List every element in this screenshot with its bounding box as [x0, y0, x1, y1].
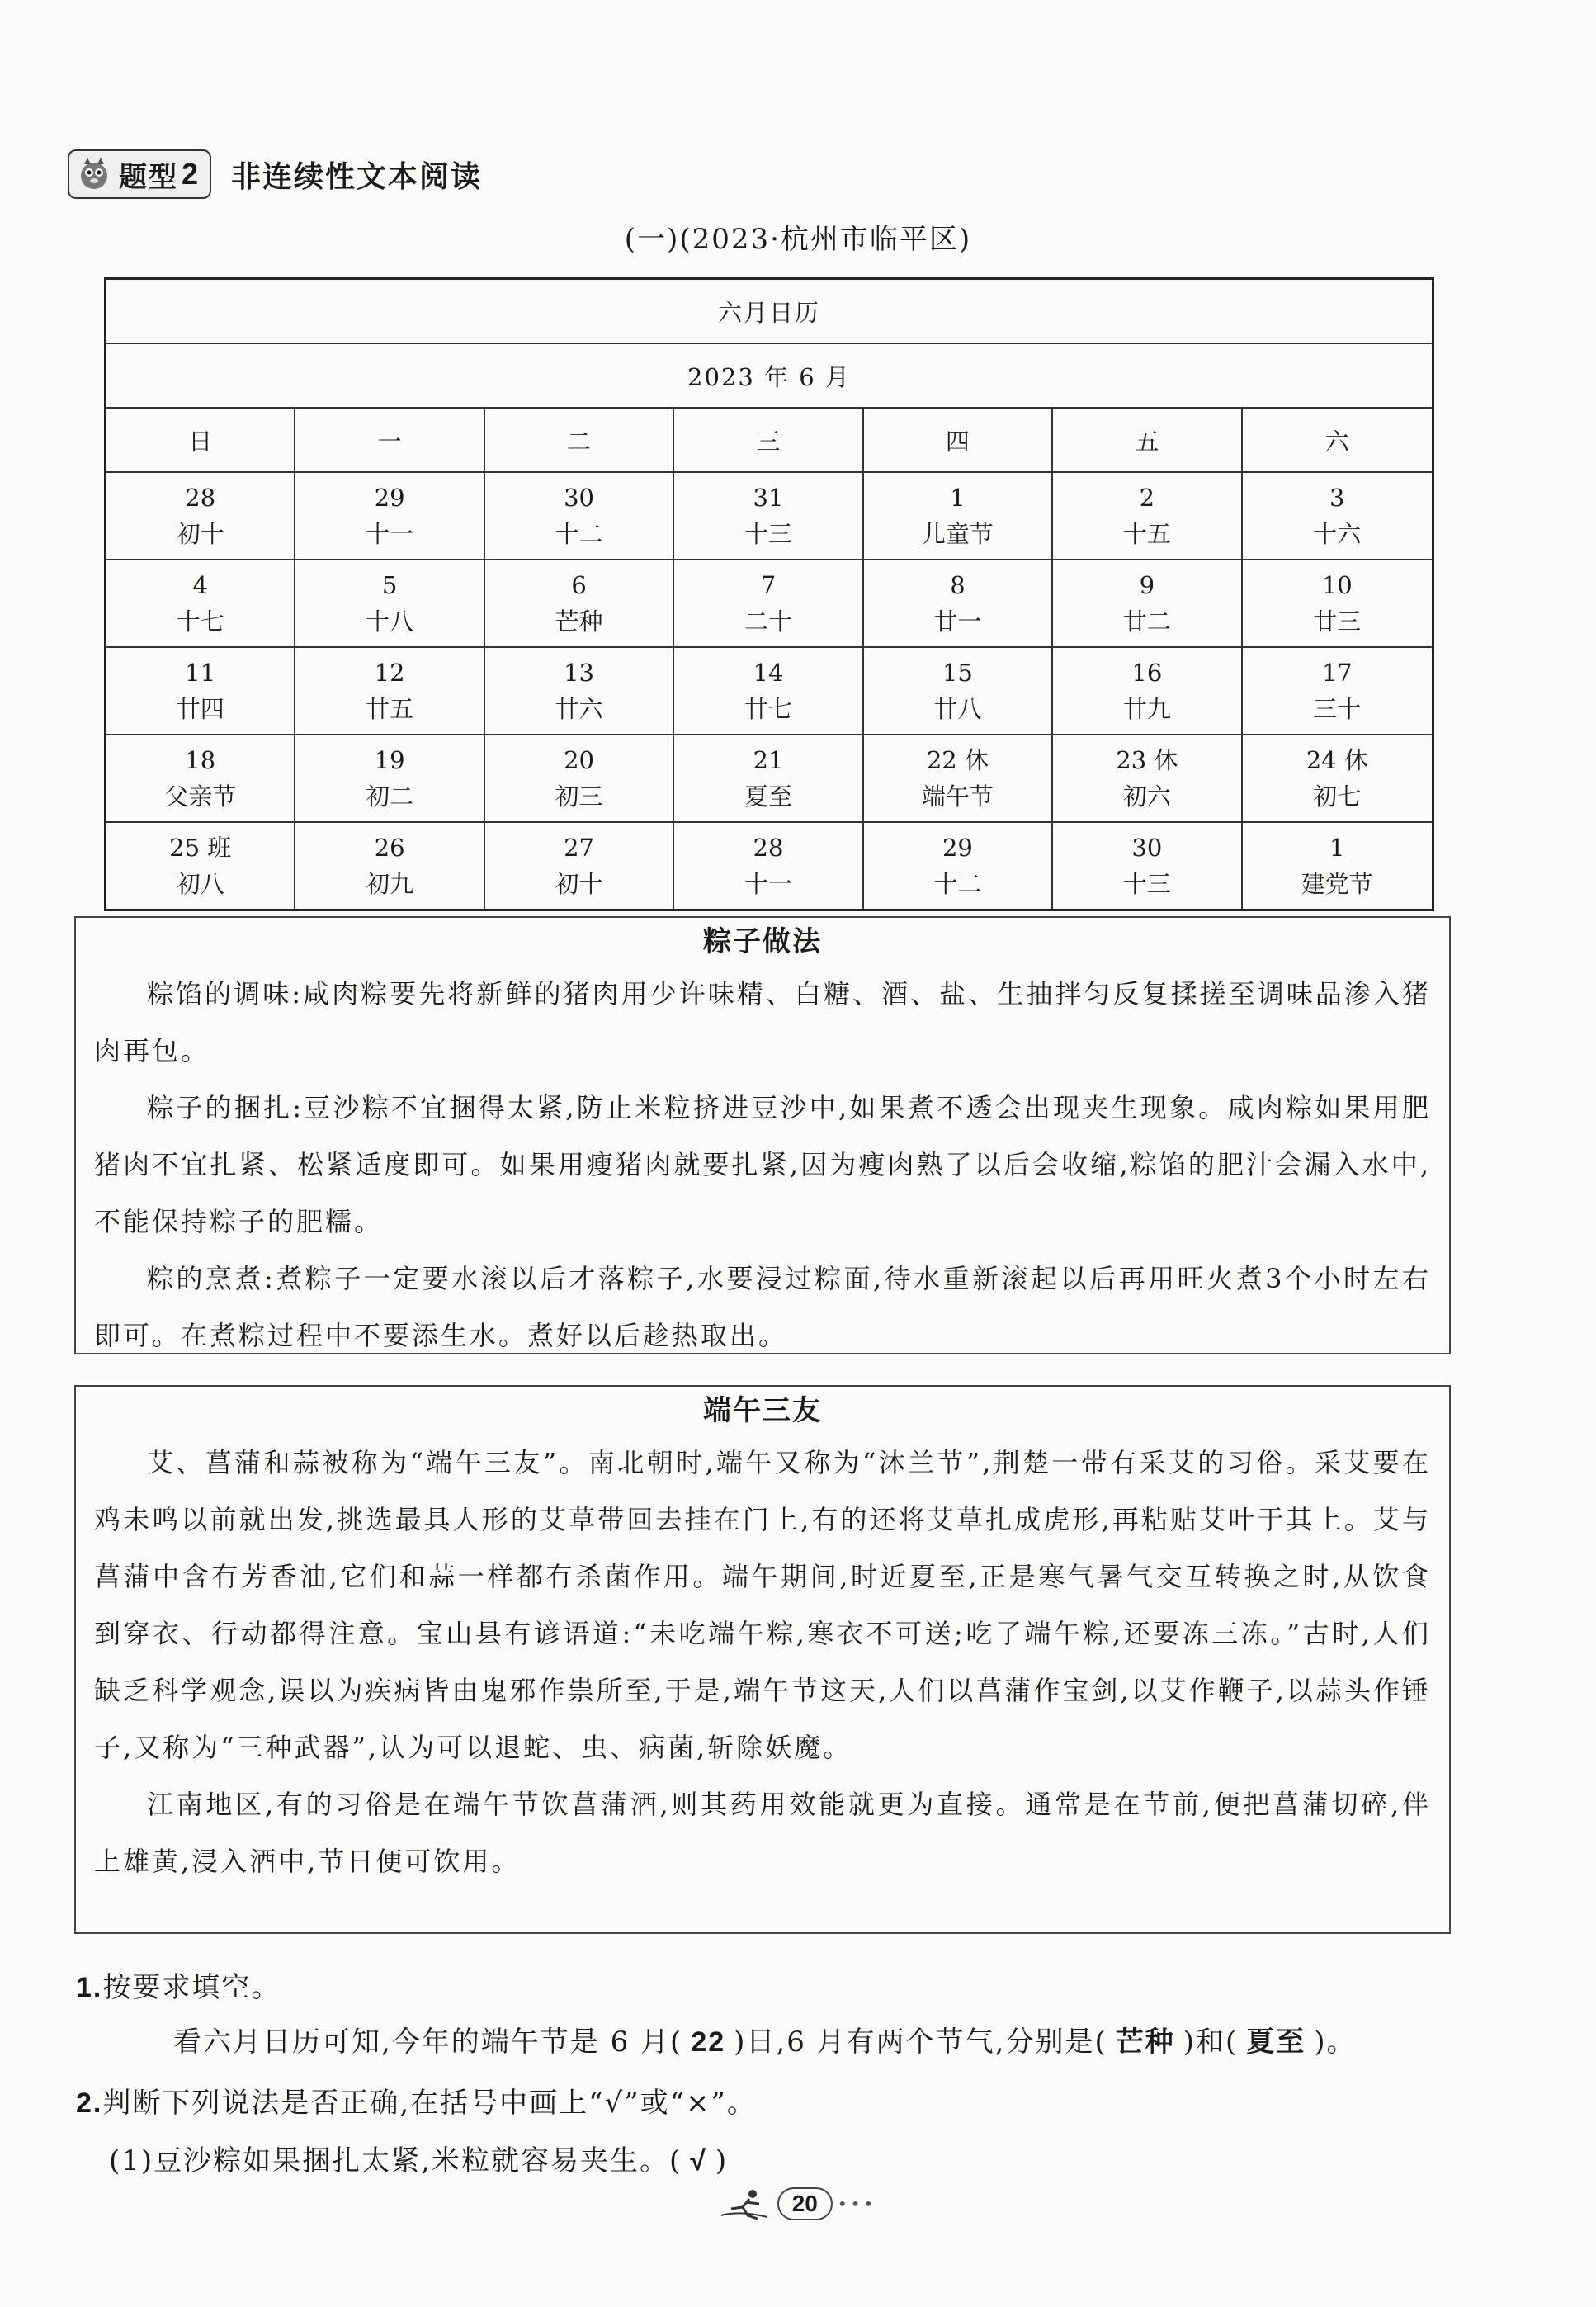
calendar-lunar-or-festival: 廿一 [933, 607, 982, 636]
calendar-title: 六月日历 [106, 280, 1432, 344]
calendar-date: 12 [374, 659, 405, 687]
calendar-date: 18 [185, 746, 216, 774]
calendar-day-cell [864, 560, 1053, 648]
calendar-date: 13 [564, 659, 595, 687]
calendar-date: 30 [1131, 834, 1163, 862]
calendar-day-cell [674, 823, 863, 909]
calendar-weekday-header: 六 [1243, 409, 1432, 473]
calendar-date: 6 [571, 571, 587, 599]
calendar-lunar-or-festival: 十八 [366, 607, 414, 636]
calendar-lunar-or-festival: 初三 [555, 782, 603, 811]
calendar-lunar-or-festival: 二十 [744, 607, 792, 636]
calendar-lunar-or-festival: 十五 [1122, 520, 1171, 548]
zongzi-paragraph: 粽的烹煮:煮粽子一定要水滚以后才落粽子,水要浸过粽面,待水重新滚起以后再用旺火煮3个小时左右即可。在煮粽过程中不要添生水。煮好以后趁热取出。 [94, 1263, 1431, 1351]
calendar-day-cell [106, 735, 295, 823]
calendar-day-cell [295, 823, 484, 909]
calendar-date: 28 [753, 834, 784, 862]
zongzi-paragraph: 粽馅的调味:咸肉粽要先将新鲜的猪肉用少许味精、白糖、酒、盐、生抽拌匀反复揉搓至调味品渗入猪肉再包。 [94, 978, 1431, 1066]
june-calendar-table [104, 277, 1434, 911]
calendar-month: 2023 年 6 月 [106, 344, 1432, 409]
calendar-day-cell [485, 560, 674, 648]
question-type-badge [68, 149, 211, 199]
calendar-lunar-or-festival: 廿六 [555, 695, 603, 723]
calendar-date: 29 [374, 484, 405, 512]
calendar-day-cell [485, 823, 674, 909]
calendar-grid [106, 409, 1432, 909]
calendar-day-cell [106, 560, 295, 648]
calendar-date: 2 [1139, 484, 1155, 512]
calendar-lunar-or-festival: 儿童节 [921, 520, 994, 548]
calendar-lunar-or-festival: 初九 [366, 870, 414, 898]
calendar-lunar-or-festival: 初七 [1313, 782, 1362, 811]
question-1-body [173, 2019, 1357, 2059]
calendar-date: 4 [192, 571, 208, 599]
calendar-day-cell [1053, 560, 1242, 648]
calendar-lunar-or-festival: 夏至 [744, 782, 792, 811]
calendar-lunar-or-festival: 廿二 [1122, 607, 1171, 636]
calendar-lunar-or-festival: 廿七 [744, 695, 792, 723]
calendar-day-cell [864, 473, 1053, 560]
calendar-lunar-or-festival: 十二 [933, 870, 982, 898]
calendar-date: 17 [1321, 659, 1353, 687]
calendar-weekday-header: 二 [485, 409, 674, 473]
calendar-day-cell [1243, 823, 1432, 909]
calendar-lunar-or-festival: 父亲节 [164, 782, 237, 811]
calendar-date: 24 休 [1306, 746, 1368, 774]
calendar-day-cell [295, 473, 484, 560]
calendar-day-cell [106, 473, 295, 560]
three-friends-title: 端午三友 [703, 1395, 822, 1426]
calendar-date: 26 [374, 834, 405, 862]
calendar-lunar-or-festival: 十一 [744, 870, 792, 898]
calendar-day-cell [295, 648, 484, 735]
question-1-text: 看六月日历可知,今年的端午节是 6 月( [173, 2026, 683, 2059]
calendar-day-cell [485, 473, 674, 560]
calendar-day-cell [106, 823, 295, 909]
calendar-date: 21 [753, 746, 784, 774]
question-2-item-text: ) [715, 2144, 729, 2177]
calendar-lunar-or-festival: 初八 [176, 870, 224, 898]
page-number: 20 [777, 2187, 833, 2220]
question-1-text: )日,6 月有两个节气,分别是( [734, 2026, 1107, 2059]
calendar-day-cell [485, 735, 674, 823]
calendar-date: 11 [185, 659, 216, 687]
calendar-day-cell [674, 648, 863, 735]
calendar-lunar-or-festival: 廿四 [176, 695, 224, 723]
zongzi-recipe-box [74, 916, 1451, 1354]
calendar-lunar-or-festival: 三十 [1313, 695, 1362, 723]
calendar-day-cell [1053, 823, 1242, 909]
calendar-date: 25 班 [169, 834, 232, 862]
question-type-number: 2 [182, 157, 199, 191]
calendar-lunar-or-festival: 十一 [366, 520, 414, 548]
calendar-date: 5 [381, 571, 398, 599]
calendar-lunar-or-festival: 初十 [176, 520, 224, 548]
calendar-date: 30 [564, 484, 595, 512]
calendar-lunar-or-festival: 初六 [1122, 782, 1171, 811]
question-1-text: )。 [1314, 2026, 1357, 2059]
calendar-lunar-or-festival: 廿三 [1313, 607, 1362, 636]
calendar-weekday-header: 四 [864, 409, 1053, 473]
calendar-lunar-or-festival: 端午节 [921, 782, 994, 811]
calendar-day-cell [1243, 648, 1432, 735]
calendar-lunar-or-festival: 廿五 [366, 695, 414, 723]
mascot-icon [74, 154, 114, 194]
calendar-date: 3 [1329, 484, 1345, 512]
question-type-header [68, 149, 482, 200]
calendar-date: 1 [950, 484, 966, 512]
calendar-date: 20 [564, 746, 595, 774]
calendar-date: 19 [374, 746, 405, 774]
question-1 [76, 1964, 281, 2005]
calendar-weekday-header: 日 [106, 409, 295, 473]
calendar-date: 7 [760, 571, 777, 599]
calendar-day-cell [864, 648, 1053, 735]
calendar-lunar-or-festival: 初二 [366, 782, 414, 811]
calendar-date: 9 [1139, 571, 1155, 599]
calendar-day-cell [485, 648, 674, 735]
calendar-day-cell [1243, 560, 1432, 648]
runner-icon [720, 2187, 772, 2220]
zongzi-recipe-title: 粽子做法 [703, 926, 822, 957]
answer-blank-3: 夏至 [1246, 2026, 1306, 2058]
calendar-day-cell [674, 560, 863, 648]
zongzi-paragraph: 粽子的捆扎:豆沙粽不宜捆得太紧,防止米粒挤进豆沙中,如果煮不透会出现夹生现象。咸肉粽如果用肥猪肉不宜扎紧、松紧适度即可。如果用瘦猪肉就要扎紧,因为瘦肉熟了以后会收缩,粽馅的肥汁会漏入水中,不能保持粽子的肥糯。 [94, 1092, 1431, 1237]
answer-blank-2: 芒种 [1115, 2026, 1175, 2058]
calendar-lunar-or-festival: 芒种 [555, 607, 603, 636]
three-friends-paragraph: 艾、菖蒲和蒜被称为“端午三友”。南北朝时,端午又称为“沐兰节”,荆楚一带有采艾的习俗。采艾要在鸡未鸣以前就出发,挑选最具人形的艾草带回去挂在门上,有的还将艾草扎成虎形,再粘贴艾叶于其上。艾与菖蒲中含有芳香油,它们和蒜一样都有杀菌作用。端午期间,时近夏至,正是寒气暑气交互转换之时,从饮食到穿衣、行动都得注意。宝山县有谚语道:“未吃端午粽,寒衣不可送;吃了端午粽,还要冻三冻。”古时,人们缺乏科学观念,误以为疾病皆由鬼邪作祟所至,于是,端午节这天,人们以菖蒲作宝剑,以艾作鞭子,以蒜头作锤子,又称为“三种武器”,认为可以退蛇、虫、病菌,斩除妖魔。 [94, 1447, 1431, 1763]
calendar-lunar-or-festival: 十七 [176, 607, 224, 636]
calendar-date: 15 [942, 659, 973, 687]
calendar-weekday-header: 三 [674, 409, 863, 473]
question-2 [76, 2080, 757, 2120]
calendar-lunar-or-festival: 廿九 [1122, 695, 1171, 723]
calendar-day-cell [295, 560, 484, 648]
decorative-dots: ••• [837, 2194, 877, 2214]
three-friends-box [74, 1385, 1451, 1934]
calendar-lunar-or-festival: 初十 [555, 870, 603, 898]
calendar-date: 28 [185, 484, 216, 512]
question-type-title: 非连续性文本阅读 [231, 158, 483, 193]
calendar-lunar-or-festival: 建党节 [1301, 870, 1373, 898]
section-title: (一)(2023·杭州市临平区) [624, 223, 972, 256]
calendar-day-cell [1243, 735, 1432, 823]
calendar-date: 23 休 [1116, 746, 1178, 774]
question-2-item-text: (1)豆沙粽如果捆扎太紧,米粒就容易夹生。( [109, 2144, 682, 2177]
calendar-date: 10 [1321, 571, 1353, 599]
calendar-lunar-or-festival: 十三 [744, 520, 792, 548]
calendar-day-cell [1243, 473, 1432, 560]
calendar-day-cell [106, 648, 295, 735]
calendar-day-cell [1053, 648, 1242, 735]
calendar-lunar-or-festival: 十二 [555, 520, 603, 548]
calendar-day-cell [295, 735, 484, 823]
calendar-lunar-or-festival: 十三 [1122, 870, 1171, 898]
calendar-date: 22 休 [926, 746, 989, 774]
question-1-text: )和( [1183, 2026, 1239, 2059]
calendar-day-cell [674, 473, 863, 560]
calendar-day-cell [674, 735, 863, 823]
question-1-number: 1. [76, 1972, 103, 2003]
question-2-number: 2. [76, 2087, 103, 2119]
calendar-date: 8 [950, 571, 966, 599]
question-1-prompt: 按要求填空。 [102, 1971, 281, 2004]
calendar-day-cell [864, 823, 1053, 909]
answer-blank-1: 22 [691, 2026, 726, 2058]
calendar-weekday-header: 一 [295, 409, 484, 473]
calendar-date: 14 [753, 659, 784, 687]
calendar-lunar-or-festival: 廿八 [933, 695, 982, 723]
calendar-date: 16 [1131, 659, 1163, 687]
answer-check: √ [690, 2145, 707, 2177]
three-friends-paragraph: 江南地区,有的习俗是在端午节饮菖蒲酒,则其药用效能就更为直接。通常是在节前,便把菖蒲切碎,伴上雄黄,浸入酒中,节日便可饮用。 [94, 1789, 1431, 1877]
calendar-day-cell [1053, 735, 1242, 823]
page-footer [0, 2187, 1596, 2220]
calendar-date: 1 [1329, 834, 1345, 862]
calendar-lunar-or-festival: 十六 [1313, 520, 1362, 548]
calendar-date: 27 [564, 834, 595, 862]
calendar-day-cell [864, 735, 1053, 823]
calendar-weekday-header: 五 [1053, 409, 1242, 473]
question-2-prompt: 判断下列说法是否正确,在括号中画上“√”或“×”。 [102, 2087, 757, 2120]
question-2-item-1 [109, 2138, 728, 2178]
question-type-label: 题型 [119, 161, 178, 193]
calendar-date: 31 [753, 484, 784, 512]
calendar-day-cell [1053, 473, 1242, 560]
calendar-date: 29 [942, 834, 973, 862]
